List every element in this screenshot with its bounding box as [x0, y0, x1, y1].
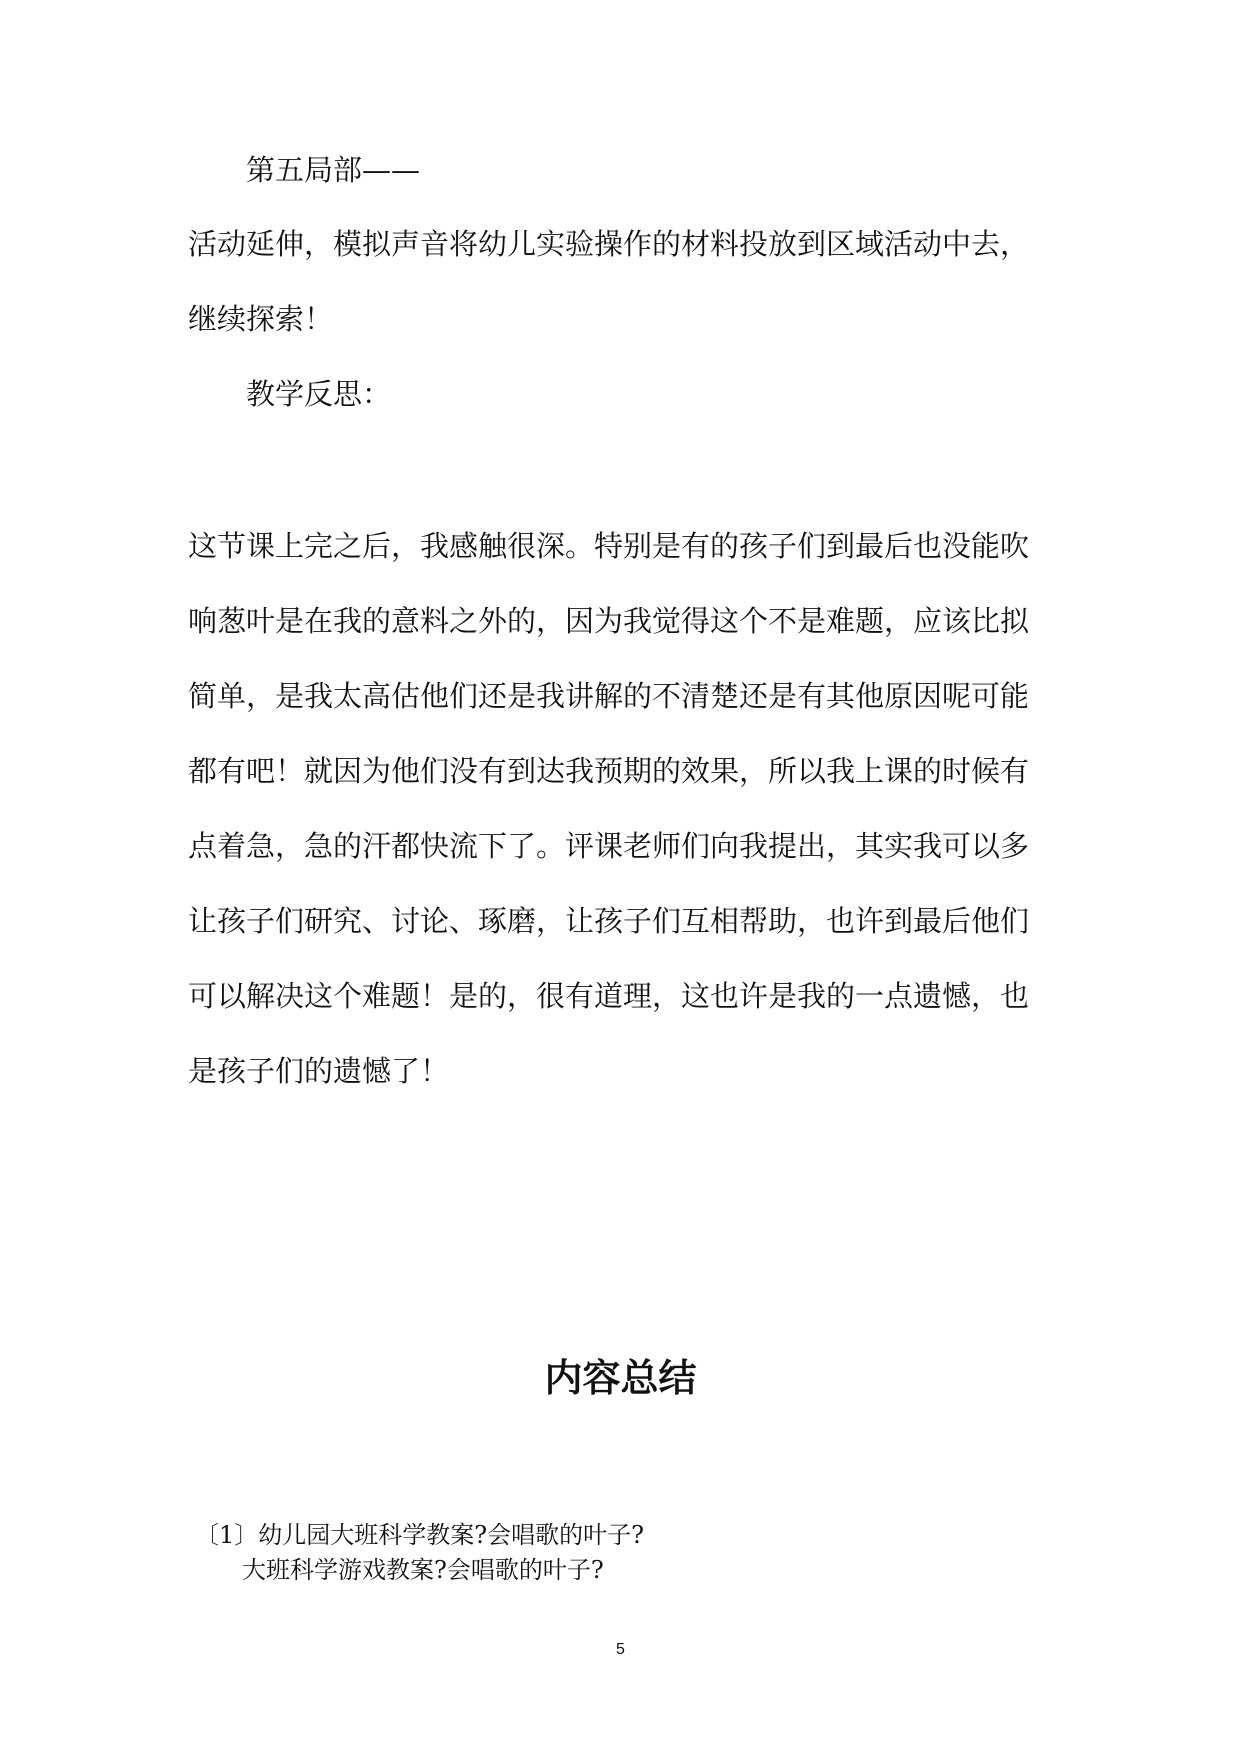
reflection-line-2: 响葱叶是在我的意料之外的，因为我觉得这个不是难题，应该比拟 — [188, 604, 1030, 638]
reflection-line-5: 点着急，急的汗都快流下了。评课老师们向我提出，其实我可以多 — [188, 829, 1030, 863]
reflection-line-1: 这节课上完之后，我感触很深。特别是有的孩子们到最后也没能吹 — [188, 529, 1030, 563]
reflection-line-7: 可以解决这个难题！是的，很有道理，这也许是我的一点遗憾，也 — [188, 979, 1030, 1013]
reflection-line-4: 都有吧！就因为他们没有到达我预期的效果，所以我上课的时候有 — [188, 754, 1030, 788]
page-number: 5 — [616, 1641, 625, 1658]
reflection-line-8: 是孩子们的遗憾了！ — [188, 1054, 450, 1088]
reflection-line-6: 让孩子们研究、讨论、琢磨，让孩子们互相帮助，也许到最后他们 — [188, 904, 1030, 938]
summary-title: 内容总结 — [544, 1356, 697, 1400]
extension-line-2: 继续探索！ — [188, 302, 334, 336]
reflection-line-3: 简单，是我太高估他们还是我讲解的不清楚还是有其他原因呢可能 — [188, 679, 1030, 713]
reflection-heading: 教学反思： — [246, 377, 392, 411]
extension-line-1: 活动延伸，模拟声音将幼儿实验操作的材料投放到区域活动中去， — [188, 227, 1030, 261]
section-heading: 第五局部—— — [246, 153, 421, 187]
summary-item-2: 大班科学游戏教案?会唱歌的叶子? — [242, 1556, 604, 1584]
summary-item-1: 〔1〕幼儿园大班科学教案?会唱歌的叶子? — [195, 1521, 645, 1549]
